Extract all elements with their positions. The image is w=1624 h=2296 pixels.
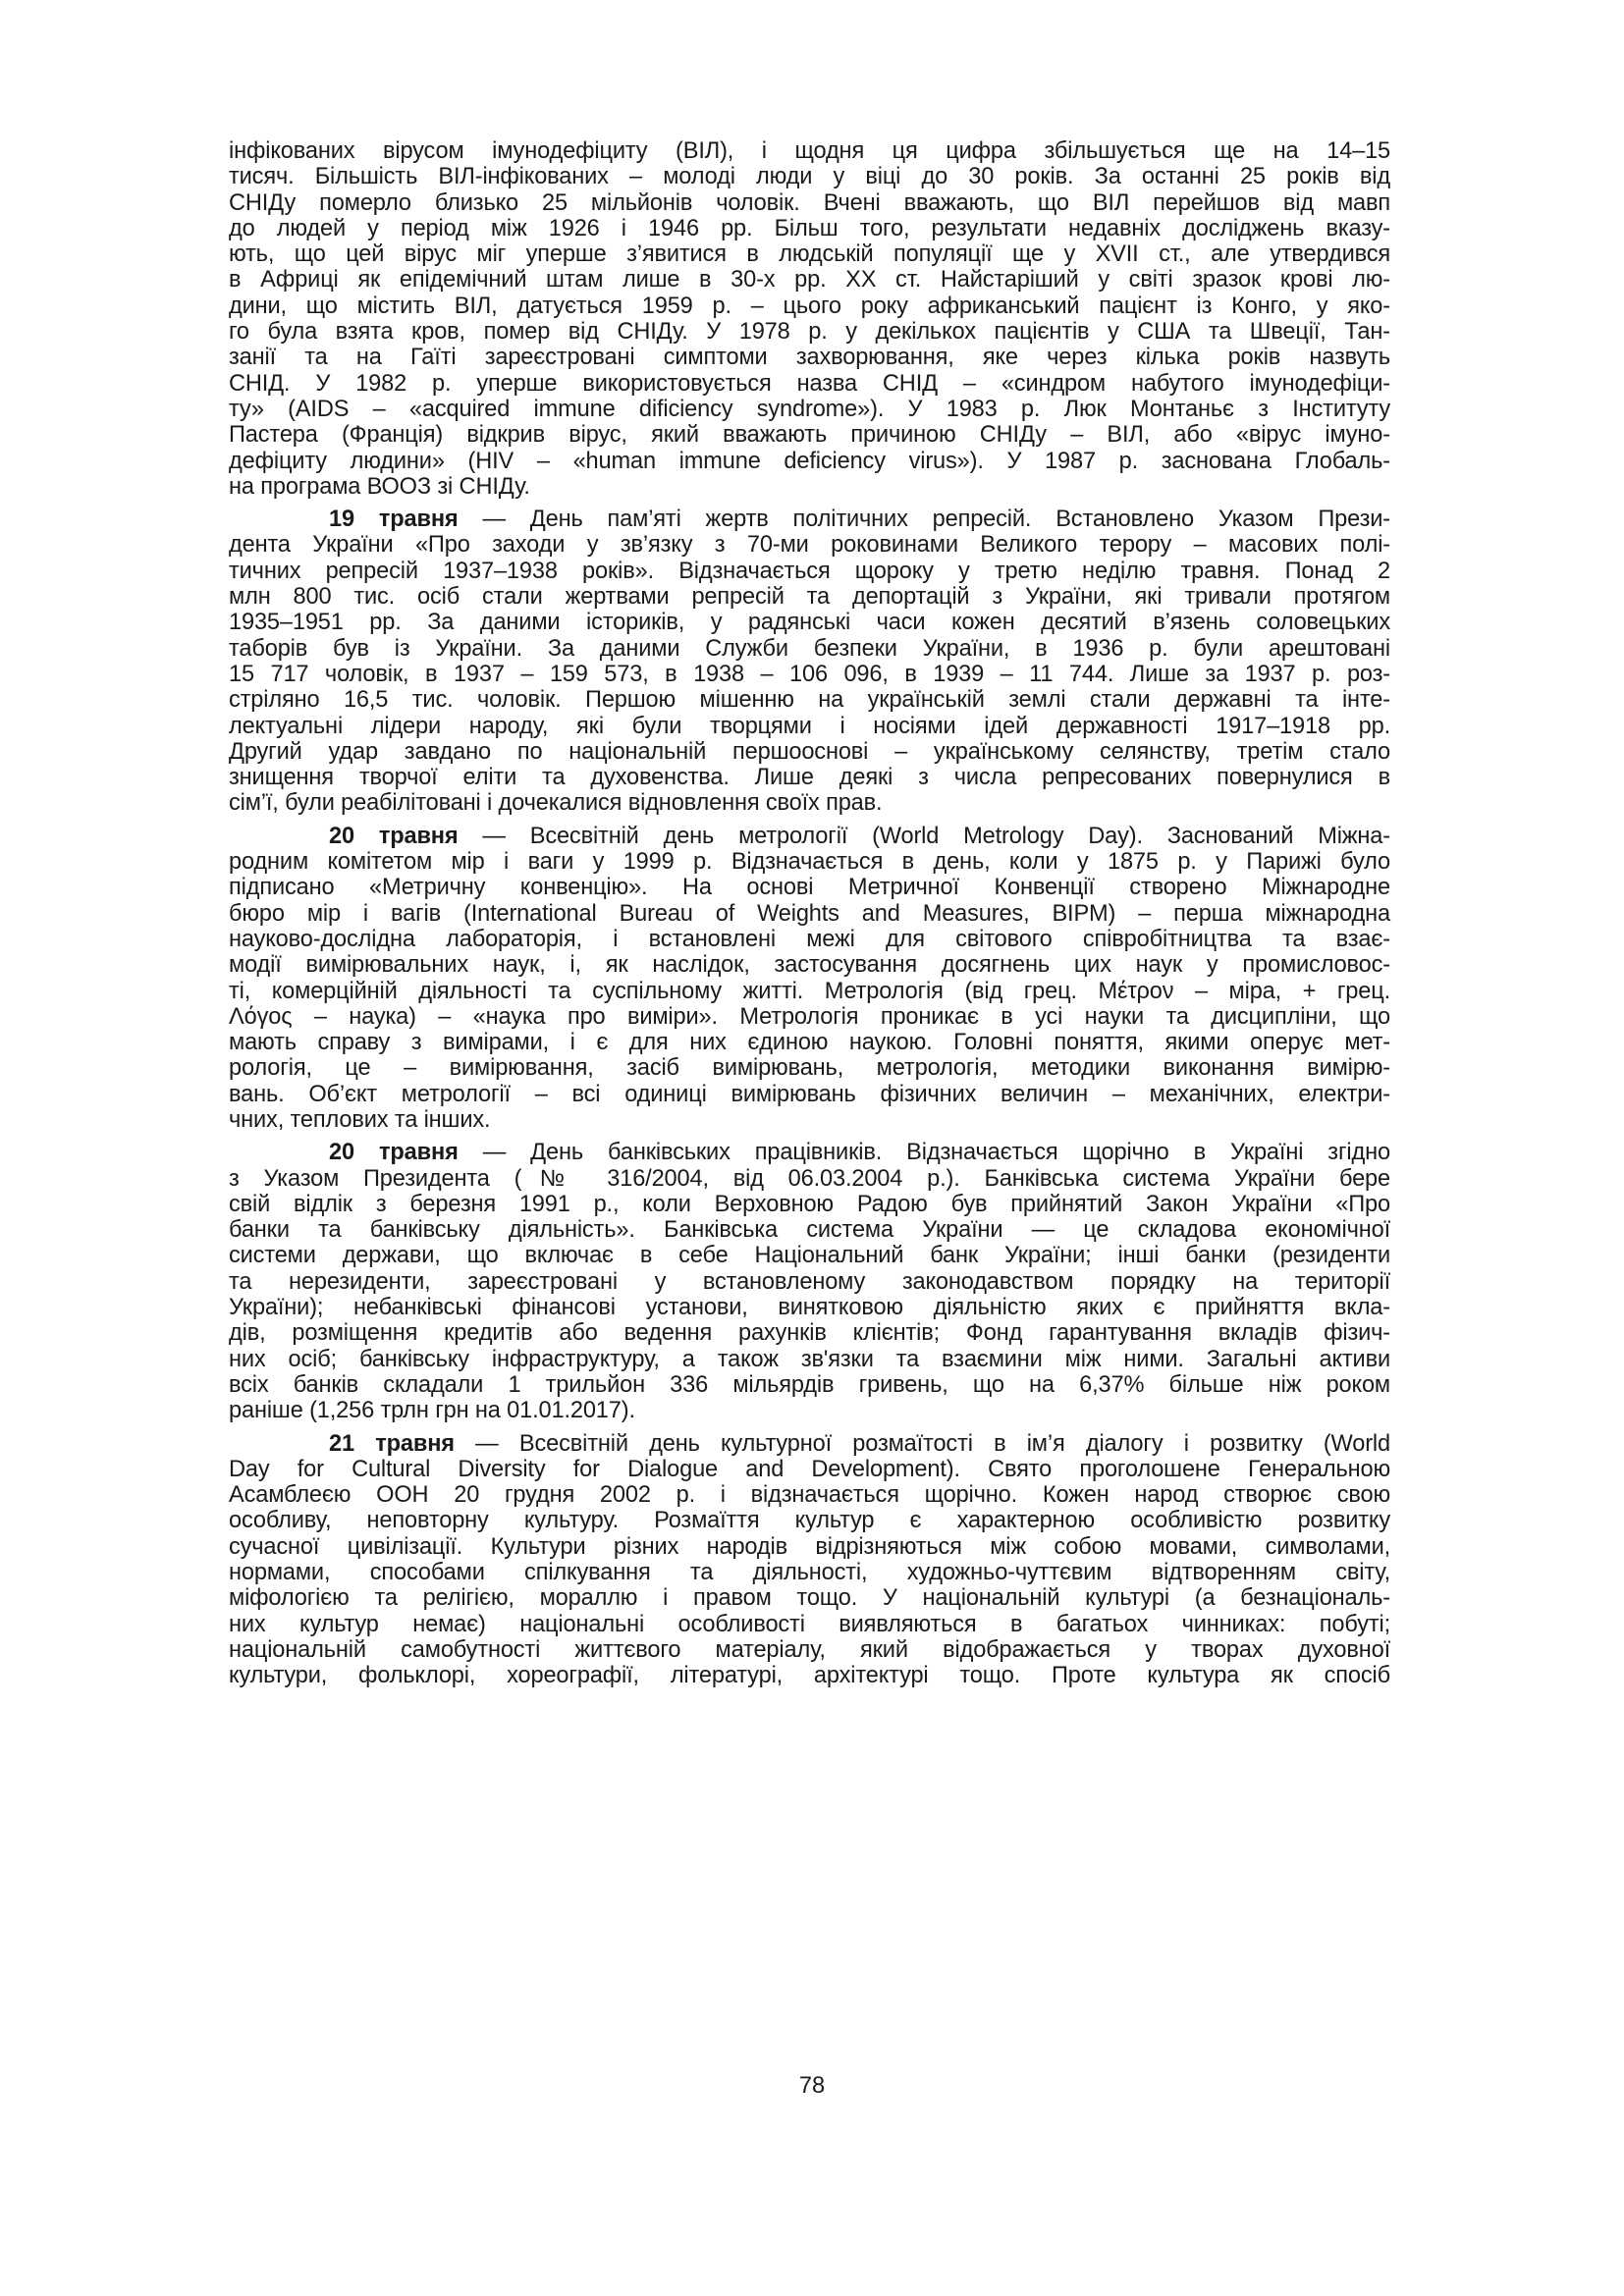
text-line: знищення творчої еліти та духовенства. Лише деякі з числа репресованих повернулися в (229, 765, 1390, 791)
text-line: СНІД. У 1982 р. уперше використовується назва СНІД – «синдром набутого імунодефіци- (229, 370, 1390, 397)
text-line: Λόγος – наука) – «наука про виміри». Метрологія проникає в усі науки та дисципліни, що (229, 1003, 1390, 1030)
paragraph-lead-text: — День банківських працівників. Відзначається щорічно в Україні згідно (458, 1140, 1390, 1166)
text-line: них осіб; банківську інфраструктуру, а також зв'язки та взаємини між ними. Загальні активи (229, 1346, 1390, 1372)
paragraph-first-line (229, 507, 1390, 532)
text-line: та нерезиденти, зареєстровані у встановленому законодавством порядку на території (229, 1268, 1390, 1295)
text-line: чних, теплових та інших. (229, 1106, 491, 1133)
text-line: 15 717 чоловік, в 1937 – 159 573, в 1938 – 106 096, в 1939 – 11 744. Лише за 1937 р. роз- (229, 661, 1390, 687)
text-line: таборів був із України. За даними Служби безпеки України, в 1936 р. були арештовані (229, 635, 1390, 662)
text-line: сім’ї, були реабілітовані і дочекалися відновлення своїх прав. (229, 790, 883, 817)
paragraph-lead-text: — Всесвітній день культурної розмаїтості в ім’я діалогу і розвитку (World (454, 1430, 1390, 1457)
text-line: лектуальні лідери народу, які були творцями і носіями ідей державності 1917–1918 рр. (229, 713, 1390, 739)
text-line: стріляно 16,5 тис. чоловік. Першою мішенню на українській землі стали державні та інте- (229, 687, 1390, 714)
text-line: інфікованих вірусом імунодефіциту (ВІЛ), і щодня ця цифра збільшується ще на 14–15 (229, 138, 1390, 164)
text-line: дента України «Про заходи у зв’язку з 70-ми роковинами Великого терору – масових полі- (229, 532, 1390, 559)
text-line: ту» (AIDS – «acquired immune dificiency syndrome»). У 1983 р. Люк Монтаньє з Інституту (229, 396, 1390, 422)
text-line: національній самобутності життєвого матеріалу, який відображається у творах духовної (229, 1636, 1390, 1663)
paragraph-hiv-continuation (229, 138, 1390, 500)
text-line: Пастера (Франція) відкрив вірус, який вважають причиною СНІДу – ВІЛ, або «вірус імуно- (229, 422, 1390, 449)
text-line: раніше (1,256 трлн грн на 01.01.2017). (229, 1398, 635, 1424)
text-line: з Указом Президента (№ 316/2004, від 06.03.2004 р.). Банківська система України бере (229, 1165, 1390, 1192)
text-line: міфологією та релігією, мораллю і правом тощо. У національній культурі (а безнаціональ- (229, 1585, 1390, 1612)
date-heading: 20 травня (329, 1140, 459, 1166)
text-line: бюро мір і вагів (International Bureau of Weights and Measures, BIPM) – перша міжнародна (229, 900, 1390, 927)
text-line: дини, що містить ВІЛ, датується 1959 р. – цього року африканський пацієнт із Конго, у яко- (229, 293, 1390, 319)
text-line: Другий удар завдано по національній першооснові – українському селянству, третім стало (229, 738, 1390, 765)
paragraph-may-20-bankers (229, 1140, 1390, 1423)
date-heading: 20 травня (329, 823, 459, 849)
text-line: Day for Cultural Diversity for Dialogue and Development). Свято проголошене Генеральною (229, 1456, 1390, 1482)
body-text (229, 138, 1390, 1696)
text-line: системи держави, що включає в себе Національний банк України; інші банки (резиденти (229, 1243, 1390, 1269)
text-line: модії вимірювальних наук, і, як наслідок, застосування досягнень цих наук у промисловос- (229, 952, 1390, 979)
text-line: всіх банків складали 1 трильйон 336 мільярдів гривень, що на 6,37% більше ніж роком (229, 1371, 1390, 1398)
text-line: тичних репресій 1937–1938 років». Відзначається щороку у третю неділю травня. Понад 2 (229, 558, 1390, 584)
paragraph-first-line (229, 824, 1390, 849)
text-line: дефіциту людини» (HIV – «human immune deficiency virus»). У 1987 р. заснована Глобаль- (229, 448, 1390, 474)
text-line: мають справу з вимірами, і є для них єдиною наукою. Головні поняття, якими оперує мет- (229, 1030, 1390, 1056)
text-line: банки та банківську діяльність». Банківська система України — це складова економічної (229, 1217, 1390, 1244)
text-line: рологія, це – вимірювання, засіб вимірювань, метрологія, методики виконання вимірю- (229, 1055, 1390, 1082)
text-line: Асамблеєю ООН 20 грудня 2002 р. і відзначається щорічно. Кожен народ створює свою (229, 1482, 1390, 1509)
text-line: науково-дослідна лабораторія, і встановлені межі для світового співробітництва та взає- (229, 926, 1390, 952)
text-line: го була взята кров, помер від СНІДу. У 1978 р. у декількох пацієнтів у США та Швеції, Тан- (229, 319, 1390, 346)
text-line: на програма ВООЗ зі СНІДу. (229, 473, 530, 500)
text-line: України); небанківські фінансові установи, винятковою діяльністю яких є прийняття вкла- (229, 1295, 1390, 1321)
text-line: ють, що цей вірус міг уперше з’явитися в людській популяції ще у XVII ст., але утвердився (229, 241, 1390, 268)
date-heading: 21 травня (329, 1430, 455, 1457)
text-line: сучасної цивілізації. Культури різних народів відрізняються між собою мовами, символами, (229, 1533, 1390, 1560)
paragraph-may-20-metrology (229, 824, 1390, 1134)
text-line: культури, фольклорі, хореографії, літературі, архітектурі тощо. Проте культура як спосіб (229, 1663, 1390, 1689)
text-line: в Африці як епідемічний штам лише в 30-х рр. XX ст. Найстаріший у світі зразок крові лю- (229, 267, 1390, 294)
text-line: СНІДу померло близько 25 мільйонів чоловік. Вчені вважають, що ВІЛ перейшов від мавп (229, 189, 1390, 216)
text-line: млн 800 тис. осіб стали жертвами репресій та депортацій з України, які тривали протягом (229, 584, 1390, 611)
text-line: ті, комерційній діяльності та суспільному житті. Метрологія (від грец. Μέτρον – міра, + грец. (229, 978, 1390, 1004)
text-line: 1935–1951 рр. За даними істориків, у радянські часи кожен десятий в’язень соловецьких (229, 610, 1390, 636)
date-heading: 19 травня (329, 507, 459, 533)
text-line: родним комітетом мір і ваги у 1999 р. Відзначається в день, коли у 1875 р. у Парижі було (229, 849, 1390, 876)
text-line: занії та на Гаїті зареєстровані симптоми захворювання, яке через кілька років назвуть (229, 345, 1390, 371)
text-line: підписано «Метричну конвенцію». На основі Метричної Конвенції створено Міжнародне (229, 875, 1390, 901)
paragraph-lead-text: — День пам’яті жертв політичних репресій. Встановлено Указом Прези- (458, 507, 1390, 533)
paragraph-may-21-cultural-diversity (229, 1431, 1390, 1689)
page-number: 78 (798, 2073, 826, 2099)
text-line: нормами, способами спілкування та діяльності, художньо-чуттєвим відтворенням світу, (229, 1560, 1390, 1586)
text-line: свій відлік з березня 1991 р., коли Верховною Радою був прийнятий Закон України «Про (229, 1191, 1390, 1217)
text-line: дів, розміщення кредитів або ведення рахунків клієнтів; Фонд гарантування вкладів фізич- (229, 1320, 1390, 1347)
text-line: до людей у період між 1926 і 1946 рр. Більш того, результати недавніх досліджень вказу- (229, 215, 1390, 241)
text-line: вань. Об’єкт метрології – всі одиниці вимірювань фізичних величин – механічних, електри- (229, 1081, 1390, 1107)
paragraph-lead-text: — Всесвітній день метрології (World Metrology Day). Заснований Міжна- (458, 823, 1390, 849)
paragraph-first-line (229, 1140, 1390, 1165)
text-line: них культур немає) національні особливості виявляються в багатьох чинниках: побуті; (229, 1611, 1390, 1637)
text-line: особливу, неповторну культуру. Розмаїття культур є характерною особливістю розвитку (229, 1508, 1390, 1534)
paragraph-may-19-repression (229, 507, 1390, 817)
paragraph-first-line (229, 1431, 1390, 1457)
text-line: тисяч. Більшість ВІЛ-інфікованих – молоді люди у віці до 30 років. За останні 25 років від (229, 164, 1390, 190)
